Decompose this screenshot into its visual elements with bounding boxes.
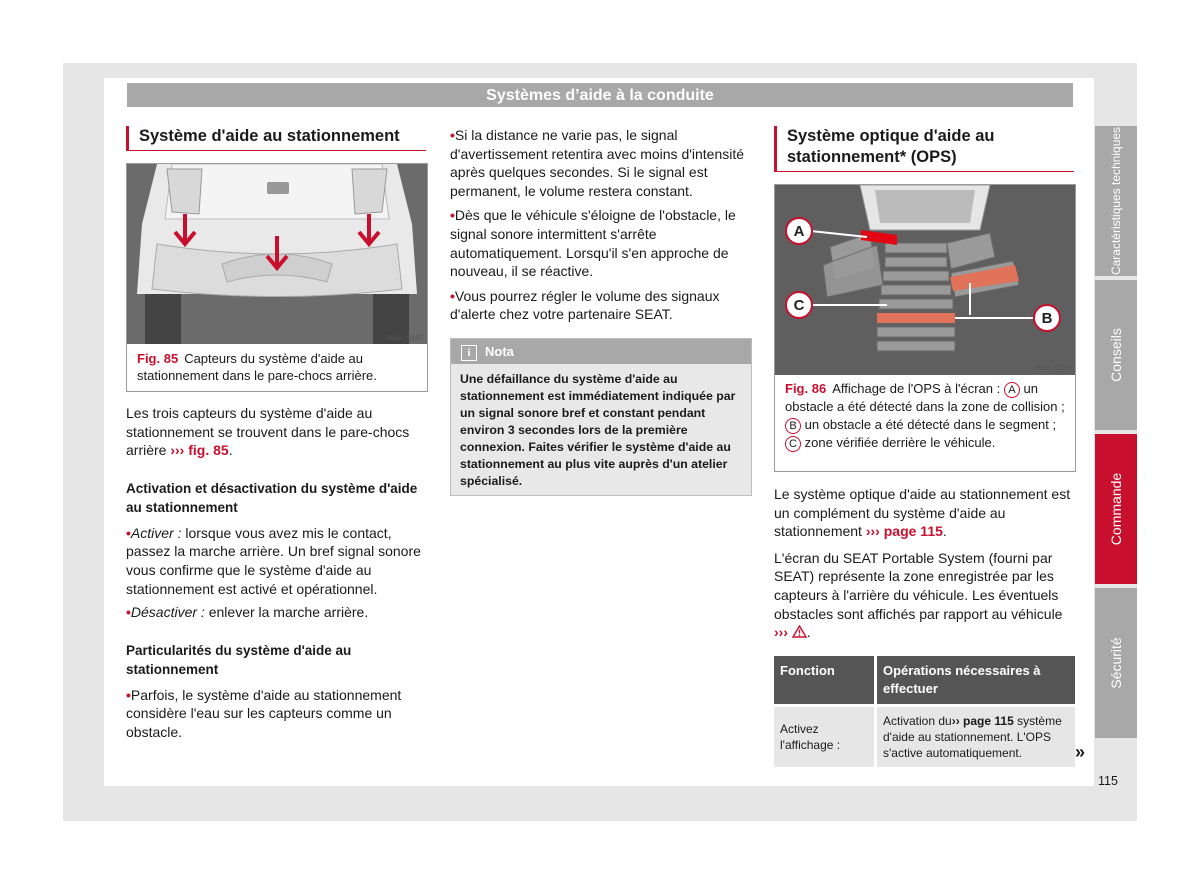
- table-cell-pre: Activation du: [883, 714, 952, 728]
- desactiver-text: enlever la marche arrière.: [208, 604, 369, 621]
- tab-commande[interactable]: [1095, 434, 1137, 584]
- info-icon: i: [461, 345, 477, 361]
- tab-label: Caractéristiques techniques: [1109, 126, 1123, 276]
- bullet-desactiver: [126, 603, 426, 622]
- marker-b-letter: B: [1041, 310, 1053, 327]
- ops-paragraph-1: Le système optique d'aide au stationnement est un complément du système d'aide au stationnement ››› page 115.: [774, 486, 1071, 540]
- tab-securite[interactable]: [1095, 588, 1137, 738]
- bullet-particularite: [126, 686, 426, 742]
- section-title-parking-aid: Système d'aide au stationnement: [126, 126, 426, 151]
- table-cell-fonction: Activez l'affichage :: [774, 706, 876, 768]
- rear-bumper-illustration: [127, 164, 427, 344]
- marker-c-letter: C: [793, 297, 805, 314]
- subheading-activation: Activation et désactivation du système d'aide au stationnement: [126, 480, 418, 515]
- warning-ref-link[interactable]: ›››: [774, 624, 807, 640]
- table-row: [774, 706, 1075, 768]
- figure-code: B1SL-0167: [387, 335, 423, 342]
- bullet-distance-text: Si la distance ne varie pas, le signal d'avertissement retentira avec moins d'intensité après quelques secondes. Si le signal est permanent, le volume restera constant.: [450, 127, 745, 199]
- ops-p1-text: Le système optique d'aide au stationnement est un complément du système d'aide au stationnement: [774, 486, 1071, 540]
- marker-a: [786, 218, 812, 244]
- intro-paragraph: Les trois capteurs du système d'aide au stationnement se trouvent dans le pare-chocs arrière ››› fig. 85.: [126, 405, 410, 459]
- caption-part-a: Affichage de l'OPS à l'écran :: [832, 381, 1001, 396]
- caption-part-b: un obstacle a été détecté dans la zone de collision ;: [785, 381, 1065, 414]
- intro-text: Les trois capteurs du système d'aide au stationnement se trouvent dans le pare-chocs arrière: [126, 405, 410, 459]
- figure-86: [774, 184, 1076, 472]
- caption-part-c: un obstacle a été détecté dans le segment ;: [804, 416, 1057, 432]
- operations-table: [774, 656, 1075, 767]
- activer-text: lorsque vous avez mis le contact, passez la marche arrière. Un bref signal sonore vous confirme que le système d'aide au stationnement est activé et opérationnel.: [126, 524, 421, 597]
- table-header-row: [774, 656, 1075, 706]
- right-body: [774, 485, 1074, 642]
- figure-label: Fig. 86: [785, 381, 827, 396]
- marker-a-letter: A: [793, 223, 805, 240]
- letter-a-icon: A: [1004, 382, 1020, 398]
- tab-label: Commande: [1108, 472, 1124, 546]
- table-cell-operations: [876, 706, 1076, 768]
- page-ref-link[interactable]: ››› page 115: [865, 523, 943, 540]
- bullet-volume-text: Vous pourrez régler le volume des signaux d'alerte chez votre partenaire SEAT.: [450, 287, 720, 323]
- figure-caption-text: Capteurs du système d'aide au stationnement dans le pare-chocs arrière.: [137, 351, 377, 383]
- note-box: [450, 338, 752, 496]
- figure-code: B1SL-0241: [1035, 365, 1071, 372]
- particularite-text: Parfois, le système d'aide au stationnement considère l'eau sur les capteurs comme un obstacle.: [126, 686, 402, 740]
- marker-c: [786, 292, 812, 318]
- page-ref-text: page 115: [883, 523, 943, 540]
- ops-display-illustration: [775, 185, 1075, 375]
- middle-column: [450, 126, 750, 324]
- chapter-header: Systèmes d’aide à la conduite: [127, 83, 1073, 107]
- section-title-ops: Système optique d'aide au stationnement* (OPS): [774, 126, 1074, 172]
- note-text: Une défaillance du système d'aide au stationnement est immédiatement indiquée par un signal sonore bref et constant pendant environ 3 secondes lors de la première connexion. Faites vérifier le système d'aide au stationnement au plus vite auprès d'un atelier spécialisé.: [460, 372, 736, 488]
- ops-p2-text: L'écran du SEAT Portable System (fourni par SEAT) représente la zone enregistrée par les capteurs à l'arrière du véhicule. Les éventuels obstacles sont affichés par rapport au véhicule: [774, 549, 1063, 622]
- figure-ref-link[interactable]: ››› fig. 85: [170, 442, 229, 459]
- activer-label: Activer :: [130, 524, 182, 541]
- bullet-eloigne-text: Dès que le véhicule s'éloigne de l'obstacle, le signal sonore intermittent s'arrête automatiquement. Lorsqu'il s'en approche de nouveau, il se réactive.: [450, 207, 736, 280]
- table-cell-post: système d'aide au stationnement. L'OPS s'active automatiquement.: [883, 714, 1062, 760]
- caption-part-d: zone vérifiée derrière le véhicule.: [804, 434, 996, 450]
- tab-caracteristiques-techniques[interactable]: [1095, 126, 1137, 276]
- subheading-particularites: Particularités du système d'aide au stationnement: [126, 642, 352, 677]
- ops-paragraph-2: L'écran du SEAT Portable System (fourni par SEAT) représente la zone enregistrée par les capteurs à l'arrière du véhicule. Les éventuels obstacles sont affichés par rapport au véhicule ››› .: [774, 549, 1063, 641]
- table-page-ref-text: page 115: [963, 714, 1014, 728]
- figure-ref-text: fig. 85: [188, 442, 229, 459]
- tab-conseils[interactable]: [1095, 280, 1137, 430]
- tab-label: Sécurité: [1108, 637, 1124, 689]
- marker-b: [1034, 305, 1060, 331]
- bullet-volume: [450, 287, 750, 324]
- letter-c-icon: C: [785, 436, 801, 452]
- bullet-distance: [450, 126, 750, 200]
- table-page-ref-link[interactable]: ›› page 115: [951, 714, 1014, 728]
- table-header-fonction: Fonction: [774, 656, 876, 706]
- figure-caption: [127, 344, 427, 390]
- bullet-eloigne: [450, 206, 750, 280]
- left-body: [126, 404, 426, 742]
- continue-marker: »: [1075, 742, 1086, 762]
- figure-85: [126, 163, 428, 392]
- bullet-activer: [126, 524, 426, 598]
- figure-caption: [775, 375, 1075, 458]
- letter-b-icon: B: [785, 418, 801, 434]
- tab-label: Conseils: [1108, 328, 1124, 382]
- note-header: [451, 339, 751, 364]
- desactiver-label: Désactiver :: [130, 604, 205, 621]
- right-column: [774, 126, 1074, 172]
- table-header-operations: Opérations nécessaires à effectuer: [876, 656, 1076, 706]
- left-column: [126, 126, 426, 151]
- warning-triangle-icon: [792, 625, 807, 638]
- note-title: Nota: [485, 344, 514, 359]
- page-number: 115: [1098, 774, 1118, 788]
- figure-label: Fig. 85: [137, 351, 179, 366]
